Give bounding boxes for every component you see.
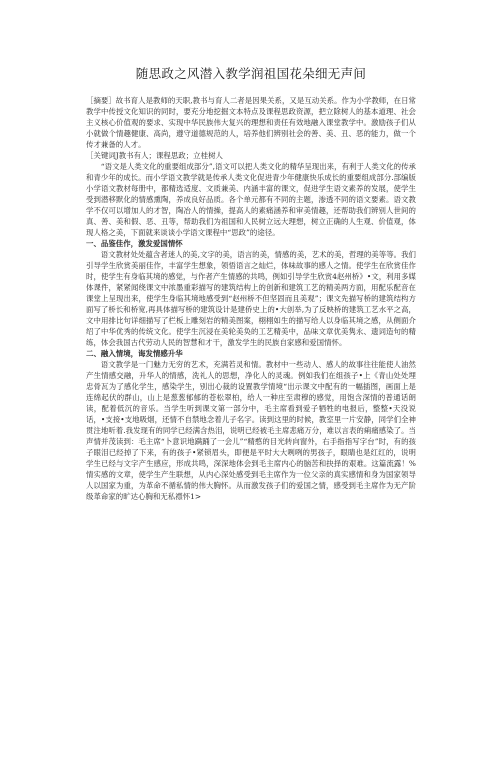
document-page — [0, 66, 500, 773]
keywords-line: ［关键词J教书有人；课程思政；立桂树人 — [86, 151, 223, 160]
section-paragraph-2: 语文教学是一门魅力无穷的艺术，充满若灵和情。教材中一些动人、感人的故事往往能使人油然产生情感交融，升华人的情感，洗礼人的思想，净化人的灵魂。例如我们在组孩子•上《青山处处埋忠骨瓦为了感化学生，感染学生，别出心裁的设置教学情境“出示课文中配有的一幅插图，画面上是连绵起伏的群山，山上是葱葱郁郁的苍松翠柏，给人一种庄至肃穆的感觉，用饱含深情的普通话朗读，配着低沉的音乐。当学生听到课文第一部分中，毛主席看到爱子牺牲的电报后，整整•天没说话，•支接•支地吸烟，还情不自禁地念着儿子名字。读到这里的时候，教室里一片安静，同学们全神贯注地听着.我发现有的同学已经满含热泪，说明已经被毛主席悲痛万分，难以言表的痢痛感染了。当声情并茂读到：毛主席“卜意识地蹒踊了一会儿”“精憨的目光转向窗外，右手指指写字台”时，有的孩子眼泪已经掉了下来，有的孩子•紧锁眉头，即便是平时大大咧咧的男孩子，眼睛也是红红的，说明学生已经与文字产生感应，形成共鸣，深深地体会到毛主席内心的脑苦和抉择的艰难。这篇流露！%情实感的文章，使学生产生联想，从内心深处感受到毛主席作为一位父亲的真实感情和身为国家领导人以国家为重，为革命不循私情的伟大胸怀。从而激发孩子们的爱国之情，感受到毛主席作为无产阶级革命家的旷达心胸和无私襟怀1> — [86, 360, 416, 501]
section-heading-1: 一、品鉴佳作，激发爱国情怀 — [86, 239, 183, 248]
document-title: 随思政之风潜入教学润祖国花朵细无声间 — [135, 66, 367, 81]
document-body — [86, 95, 416, 502]
section-paragraph-1: 语文教材处处蕴含者迷人的美,文字的美，语言的美，情感的美，艺术的美，哲理的美等等。我们引导学生欣赏美丽佳作，丰富学生想象，领悟语言之灿烂，体味故事的感人之情。使学生在欣赏佳作时，使学生有身临其境的感觉，与作者产生情感的共鸣，例如引导学生欣赏4赵州桥》•文，利用多媒体课件，紧紧闻绕课文中浓墨重彩描写的建筑结构上的创新和建筑工艺的精美两方面，用配乐配音在课堂上呈现出来，使学生身临其境地感受到“赵州桥不但坚固而且美观”；课文先描写桥的建筑结构方面写了桥长和桥宽,再具体描写桥的建筑设计是建侨史上的•大创举,为了反映桥的建筑工艺水平之高，文中用排比句详细描写了栏板上雕刻岩的精美图案，栩栩如生的描写给人以身临其境之感，从侧面介绍了中华优秀的传统文化。使学生沉浸在美轮美奂的工艺精美中，品味文章优美隽永、遗词造句的精练，体会我国古代劳动人民的智慧和才干，激发学生的民族自家感和爱国情怀。 — [86, 250, 416, 347]
abstract-paragraph: ［摘要］故书育人是教师的天职,教书与育人二者是因果关系，又是互动关系。作为小学教师，在日常教学中传授文化知识的同时，要充分地挖掘文本特点及课程思政资源，把立除树人的基本道理、社会主义核心价值观的要求、实现中华民族伟大复兴的理想和责任有效地融入课堂教学中。激励孩子们从小就做个情趣健康、高尚，遵守道德规范的人，培养他们辨别社会的善、美、丑、恶的能力，做一个传才兼备的人才。 — [86, 96, 416, 149]
section-heading-2: 二、融入情境，诲发情感升华 — [86, 349, 183, 358]
intro-paragraph: “语文是人类文化的重要组成部分”,语文可以把人类文化的精华呈现出来，有利于人类文化的传承和青少年的成长。而小学语文教学就是传承人类文化促进青少年健康快乐成长的重要组成部分.部编版小学语文教材每册中，都精选适度、文质兼美、内涵丰富的课文，促进学生语文素养的发展，使学生受到潜移默化的情感熏陶，养成良好品质。各个单元都有不同的主题，渗透不同的语文要素。语文教学不仅可以增加人的才智，陶冶人的情操，提高人的素痛涵养和审美情趣，还帮助我们辨别人世间的真、善、美和假、恶、丑等，帮助我们为祖国和人民树立远大理想，树立正确的人生观、价值观，体现人格之美，下面就来谈谈小学语文课程中“思政”的途径。 — [86, 162, 416, 237]
